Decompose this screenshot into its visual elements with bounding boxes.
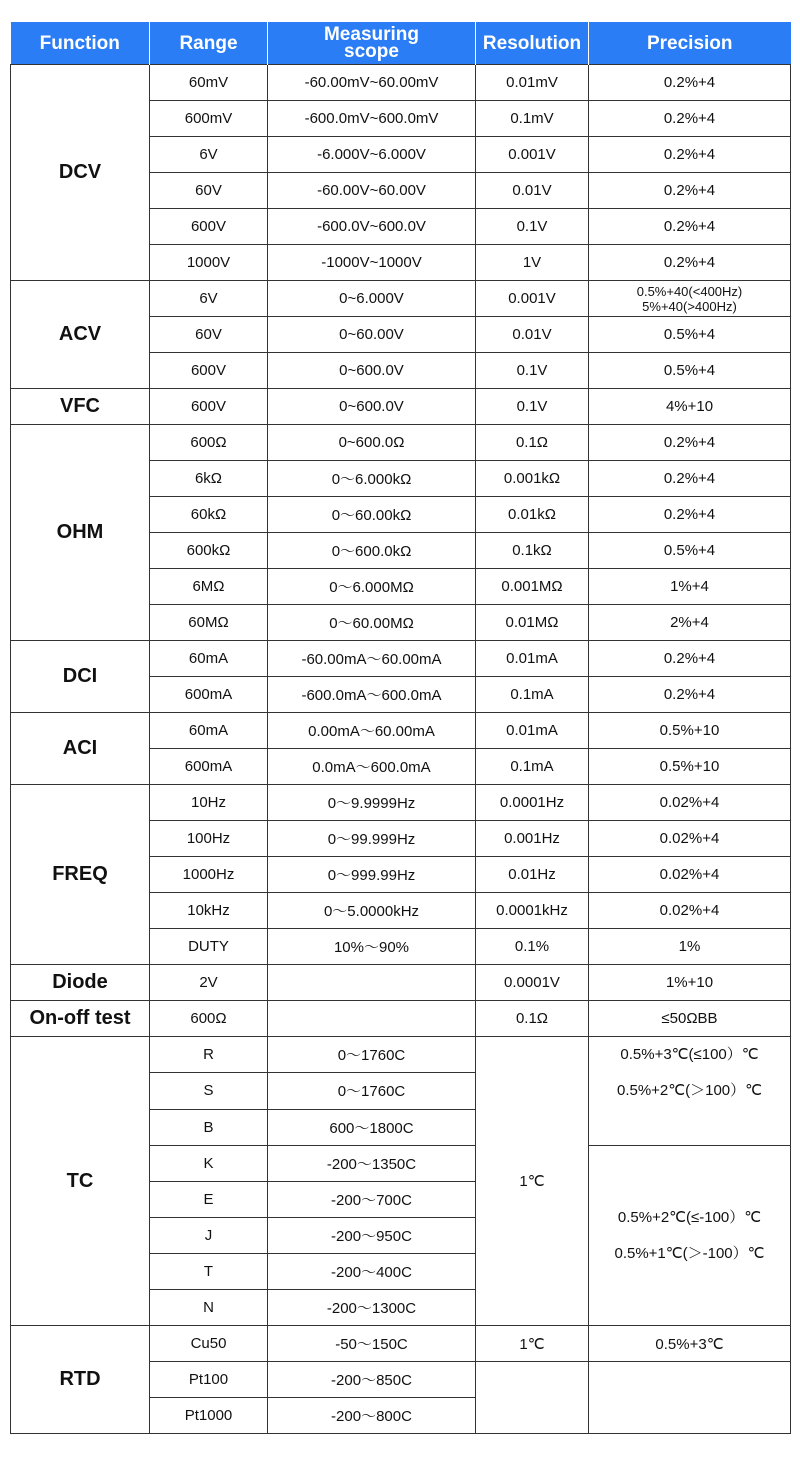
range-cell: 60V xyxy=(150,173,268,209)
range-cell: 10Hz xyxy=(150,785,268,821)
precision-line: 0.5%+1℃(＞-100）℃ xyxy=(614,1244,765,1262)
range-cell: J xyxy=(150,1218,268,1254)
function-on-off-test: On-off test xyxy=(11,1001,150,1037)
range-cell: 600mA xyxy=(150,749,268,785)
function-rtd: RTD xyxy=(11,1326,150,1434)
range-cell: 600kΩ xyxy=(150,533,268,569)
range-cell: 6V xyxy=(150,137,268,173)
range-cell: Pt100 xyxy=(150,1362,268,1398)
range-cell: N xyxy=(150,1290,268,1326)
scope-cell: -6.000V~6.000V xyxy=(268,137,476,173)
range-cell: 60kΩ xyxy=(150,497,268,533)
resolution-cell: 1℃ xyxy=(476,1037,589,1326)
scope-cell: 0~60.00V xyxy=(268,317,476,353)
precision-cell: 0.5%+3℃ xyxy=(589,1326,791,1362)
scope-cell: -200～700C xyxy=(268,1182,476,1218)
resolution-cell: 0.1V xyxy=(476,353,589,389)
scope-cell: -60.00mV~60.00mV xyxy=(268,65,476,101)
scope-cell: 0～600.0kΩ xyxy=(268,533,476,569)
precision-cell: 0.2%+4 xyxy=(589,677,791,713)
precision-cell xyxy=(589,281,791,317)
function-ohm: OHM xyxy=(11,425,150,641)
range-cell: K xyxy=(150,1146,268,1182)
scope-cell: 0～60.00kΩ xyxy=(268,497,476,533)
scope-cell: 10%～90% xyxy=(268,929,476,965)
range-cell: 600V xyxy=(150,389,268,425)
range-cell: 600Ω xyxy=(150,425,268,461)
header-precision: Precision xyxy=(589,22,791,65)
table-row xyxy=(11,281,791,317)
resolution-cell: 0.1mA xyxy=(476,749,589,785)
header-measuring-scope xyxy=(268,22,476,65)
precision-line: 0.5%+3℃(≤100）℃ xyxy=(620,1046,759,1063)
table-row xyxy=(11,1326,791,1362)
range-cell: R xyxy=(150,1037,268,1073)
scope-cell: 0～9.9999Hz xyxy=(268,785,476,821)
scope-cell: -50～150C xyxy=(268,1326,476,1362)
resolution-cell: 0.1% xyxy=(476,929,589,965)
precision-cell: 0.5%+4 xyxy=(589,317,791,353)
precision-cell: 0.2%+4 xyxy=(589,245,791,281)
precision-line: 0.5%+2℃(＞100）℃ xyxy=(616,1082,762,1099)
resolution-cell: 0.01mV xyxy=(476,65,589,101)
table-row xyxy=(11,1001,791,1037)
scope-cell: -1000V~1000V xyxy=(268,245,476,281)
scope-cell: 0～60.00MΩ xyxy=(268,605,476,641)
table-row xyxy=(11,965,791,1001)
resolution-cell: 1℃ xyxy=(476,1326,589,1362)
scope-cell: -200～1300C xyxy=(268,1290,476,1326)
range-cell: T xyxy=(150,1254,268,1290)
range-cell: 1000Hz xyxy=(150,857,268,893)
range-cell: 6MΩ xyxy=(150,569,268,605)
precision-cell xyxy=(589,1037,791,1146)
range-cell: 60mA xyxy=(150,713,268,749)
resolution-cell: 0.001kΩ xyxy=(476,461,589,497)
resolution-cell xyxy=(476,1362,589,1434)
precision-cell: 0.5%+10 xyxy=(589,749,791,785)
scope-cell xyxy=(268,1001,476,1037)
scope-cell: -600.0V~600.0V xyxy=(268,209,476,245)
precision-cell: 4%+10 xyxy=(589,389,791,425)
scope-cell: -200～400C xyxy=(268,1254,476,1290)
header-scope-line1: Measuring xyxy=(323,24,420,45)
resolution-cell: 0.001MΩ xyxy=(476,569,589,605)
function-aci: ACI xyxy=(11,713,150,785)
scope-cell: 0～6.000MΩ xyxy=(268,569,476,605)
precision-cell: 0.2%+4 xyxy=(589,425,791,461)
function-acv: ACV xyxy=(11,281,150,389)
scope-cell: -200～850C xyxy=(268,1362,476,1398)
resolution-cell: 0.01V xyxy=(476,317,589,353)
range-cell: 600mV xyxy=(150,101,268,137)
precision-cell: 0.2%+4 xyxy=(589,209,791,245)
function-tc: TC xyxy=(11,1037,150,1326)
table-row xyxy=(11,785,791,821)
range-cell: 6kΩ xyxy=(150,461,268,497)
range-cell: 10kHz xyxy=(150,893,268,929)
scope-cell: 0～6.000kΩ xyxy=(268,461,476,497)
precision-cell: ≤50ΩBB xyxy=(589,1001,791,1037)
scope-cell: 0.00mA～60.00mA xyxy=(268,713,476,749)
precision-cell: 0.5%+10 xyxy=(589,713,791,749)
scope-cell: 0～1760C xyxy=(268,1037,476,1073)
range-cell: B xyxy=(150,1109,268,1145)
range-cell: DUTY xyxy=(150,929,268,965)
resolution-cell: 0.01mA xyxy=(476,641,589,677)
function-dci: DCI xyxy=(11,641,150,713)
scope-cell: -200～950C xyxy=(268,1218,476,1254)
scope-cell: 0~600.0V xyxy=(268,389,476,425)
scope-cell: -60.00mA～60.00mA xyxy=(268,641,476,677)
spec-table xyxy=(10,22,791,1434)
scope-cell: -60.00V~60.00V xyxy=(268,173,476,209)
precision-cell: 0.02%+4 xyxy=(589,857,791,893)
resolution-cell: 0.001V xyxy=(476,281,589,317)
precision-line: 0.5%+40(<400Hz) xyxy=(636,283,743,299)
resolution-cell: 0.0001Hz xyxy=(476,785,589,821)
scope-cell: -600.0mV~600.0mV xyxy=(268,101,476,137)
table-row xyxy=(11,425,791,461)
precision-cell: 1% xyxy=(589,929,791,965)
precision-cell: 0.5%+4 xyxy=(589,353,791,389)
scope-cell: 0～1760C xyxy=(268,1073,476,1109)
scope-cell: 0～5.0000kHz xyxy=(268,893,476,929)
resolution-cell: 0.1V xyxy=(476,209,589,245)
scope-cell xyxy=(268,965,476,1001)
resolution-cell: 0.01kΩ xyxy=(476,497,589,533)
table-row xyxy=(11,1037,791,1073)
range-cell: 100Hz xyxy=(150,821,268,857)
resolution-cell: 0.0001kHz xyxy=(476,893,589,929)
precision-cell: 0.5%+4 xyxy=(589,533,791,569)
scope-cell: 0~6.000V xyxy=(268,281,476,317)
resolution-cell: 0.1Ω xyxy=(476,1001,589,1037)
function-diode: Diode xyxy=(11,965,150,1001)
precision-cell: 1%+4 xyxy=(589,569,791,605)
precision-cell: 0.02%+4 xyxy=(589,821,791,857)
resolution-cell: 0.1mA xyxy=(476,677,589,713)
header-resolution: Resolution xyxy=(476,22,589,65)
precision-cell: 0.02%+4 xyxy=(589,785,791,821)
scope-cell: -600.0mA～600.0mA xyxy=(268,677,476,713)
precision-cell: 0.2%+4 xyxy=(589,641,791,677)
scope-cell: -200～1350C xyxy=(268,1146,476,1182)
resolution-cell: 0.01V xyxy=(476,173,589,209)
range-cell: 2V xyxy=(150,965,268,1001)
range-cell: 600V xyxy=(150,209,268,245)
precision-cell: 0.2%+4 xyxy=(589,173,791,209)
range-cell: 60mA xyxy=(150,641,268,677)
range-cell: 60mV xyxy=(150,65,268,101)
range-cell: 6V xyxy=(150,281,268,317)
header-row xyxy=(11,22,791,65)
resolution-cell: 0.001Hz xyxy=(476,821,589,857)
resolution-cell: 0.1Ω xyxy=(476,425,589,461)
range-cell: Pt1000 xyxy=(150,1398,268,1434)
header-function: Function xyxy=(11,22,150,65)
scope-cell: 0.0mA～600.0mA xyxy=(268,749,476,785)
precision-cell: 0.02%+4 xyxy=(589,893,791,929)
table-row xyxy=(11,641,791,677)
resolution-cell: 0.1mV xyxy=(476,101,589,137)
precision-line: 5%+40(>400Hz) xyxy=(642,298,737,314)
range-cell: S xyxy=(150,1073,268,1109)
resolution-cell: 0.1V xyxy=(476,389,589,425)
resolution-cell: 0.001V xyxy=(476,137,589,173)
scope-cell: -200～800C xyxy=(268,1398,476,1434)
header-range: Range xyxy=(150,22,268,65)
precision-cell: 0.2%+4 xyxy=(589,497,791,533)
precision-cell xyxy=(589,1146,791,1326)
scope-cell: 0～999.99Hz xyxy=(268,857,476,893)
precision-line: 0.5%+2℃(≤-100）℃ xyxy=(617,1208,762,1226)
precision-cell: 2%+4 xyxy=(589,605,791,641)
range-cell: 600Ω xyxy=(150,1001,268,1037)
precision-cell xyxy=(589,1362,791,1434)
scope-cell: 0~600.0V xyxy=(268,353,476,389)
function-freq: FREQ xyxy=(11,785,150,965)
range-cell: 600V xyxy=(150,353,268,389)
resolution-cell: 1V xyxy=(476,245,589,281)
range-cell: 600mA xyxy=(150,677,268,713)
precision-cell: 1%+10 xyxy=(589,965,791,1001)
resolution-cell: 0.0001V xyxy=(476,965,589,1001)
table-row xyxy=(11,713,791,749)
precision-cell: 0.2%+4 xyxy=(589,65,791,101)
range-cell: E xyxy=(150,1182,268,1218)
scope-cell: 0～99.999Hz xyxy=(268,821,476,857)
range-cell: 60MΩ xyxy=(150,605,268,641)
header-scope-line2: scope xyxy=(344,41,399,62)
table-row xyxy=(11,65,791,101)
precision-cell: 0.2%+4 xyxy=(589,101,791,137)
range-cell: Cu50 xyxy=(150,1326,268,1362)
resolution-cell: 0.1kΩ xyxy=(476,533,589,569)
scope-cell: 600～1800C xyxy=(268,1109,476,1145)
precision-cell: 0.2%+4 xyxy=(589,137,791,173)
range-cell: 1000V xyxy=(150,245,268,281)
resolution-cell: 0.01mA xyxy=(476,713,589,749)
precision-cell: 0.2%+4 xyxy=(589,461,791,497)
resolution-cell: 0.01Hz xyxy=(476,857,589,893)
resolution-cell: 0.01MΩ xyxy=(476,605,589,641)
scope-cell: 0~600.0Ω xyxy=(268,425,476,461)
function-dcv: DCV xyxy=(11,65,150,281)
function-vfc: VFC xyxy=(11,389,150,425)
table-row xyxy=(11,389,791,425)
range-cell: 60V xyxy=(150,317,268,353)
